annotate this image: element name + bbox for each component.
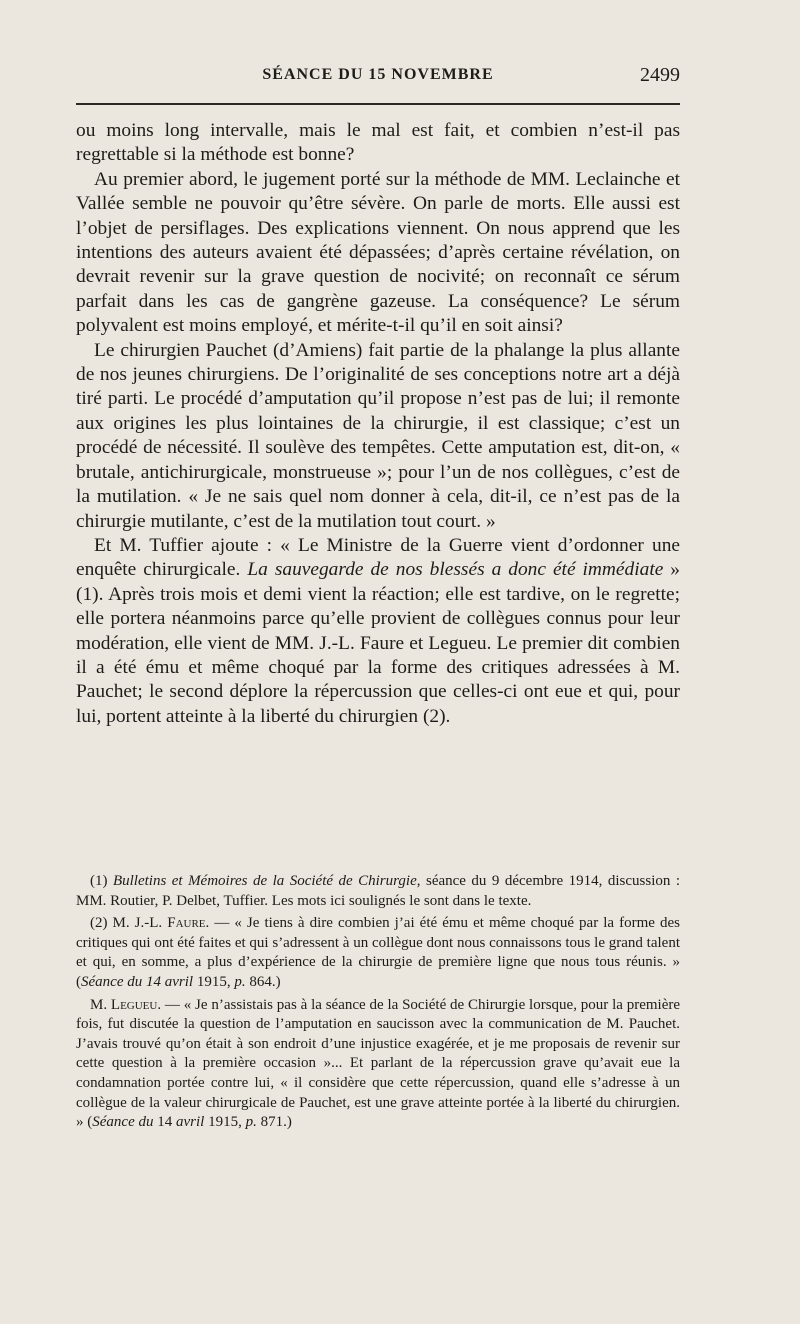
footnote-2-year: 1915, [193, 973, 235, 990]
footnote-3-author: Legueu [110, 996, 158, 1013]
footnote-3-end: 871.) [256, 1114, 292, 1131]
running-head [76, 64, 680, 92]
footnote-1 [76, 872, 680, 911]
footnote-3-prefix: M. [90, 996, 111, 1013]
footnote-2-author: Faure [167, 915, 206, 932]
footnote-3-ref: Séance du [92, 1114, 154, 1131]
footnote-3-month: avril [175, 1114, 205, 1131]
paragraph-4 [76, 534, 680, 729]
footnote-1-number: (1) [90, 873, 113, 889]
header-rule [76, 103, 680, 105]
paragraph-4-text-a: Et M. Tuffier ajoute : « Le Ministre de la Guerre vient d’ordonner une enquête chirurgicale. [76, 534, 680, 581]
footnote-2-ref: Séance du 14 avril [81, 973, 194, 990]
main-text [76, 119, 680, 729]
footnote-3-page-label: p. [245, 1114, 257, 1131]
footnote-2-text: . — « Je tiens à dire combien j’ai été ému et même choqué par la forme des critiques qui ont été faites et qui s’adressent à un collègue dont nous connaissons tous le grand talent et qui, en somme, a plus d’expérience de la chirurgie de première ligne que nous tous réunis. » ( [76, 915, 680, 990]
footnote-2 [76, 914, 680, 992]
footnote-2-number: (2) M. J.-L. [90, 915, 168, 932]
paragraph-2: Au premier abord, le jugement porté sur la méthode de MM. Leclainche et Vallée semble ne pouvoir qu’être sévère. On parle de morts. Elle aussi est l’objet de persiflages. Des explications viennent. On nous apprend que les intentions des auteurs avaient été dépassées; d’après certaine révélation, on devrait revenir sur la grave question de nocivité; on reconnaît ce sérum parfait dans les cas de gangrène gazeuse. La conséquence? Le sérum polyvalent est moins employé, et mérite-t-il qu’il en soit ainsi? [76, 168, 680, 337]
footnote-3-text: . — « Je n’assistais pas à la séance de la Société de Chirurgie lorsque, pour la première fois, fut discutée la question de l’amputation en saucisson avec la communication de M. Pauchet. J’avais trouvé qu’on était à son endroit d’une injustice exagérée, et je me proposais de revenir sur cette question à la première occasion »... Et parlant de la répercussion grave qu’avait eue la condamnation portée contre lui, « il considère que cette répercussion, quand elle s’adresse à un collègue de la valeur chirurgicale de Pauchet, est une grave atteinte portée à la liberté du chirurgien. » ( [76, 996, 681, 1131]
footnote-2-page-label: p. [234, 973, 246, 990]
footnote-1-source: Bulletins et Mémoires de la Société de Chirurgie [112, 873, 417, 889]
paragraph-4-emphasis: La sauvegarde de nos blessés a donc été immédiate [247, 559, 664, 581]
footnote-3-year: 1915, [204, 1114, 246, 1131]
footnote-1-text: , séance du 9 décembre 1914, discussion : MM. Routier, P. Delbet, Tuffier. Les mots ici soulignés le sont dans le texte. [76, 873, 680, 909]
running-title: SÉANCE DU 15 NOVEMBRE [262, 66, 494, 83]
paragraph-3: Le chirurgien Pauchet (d’Amiens) fait partie de la phalange la plus allante de nos jeunes chirurgiens. De l’originalité de ses conceptions notre art a déjà tiré parti. Le procédé d’amputation qu’il propose n’est pas de lui; il remonte aux origines les plus lointaines de la chirurgie, il est classique; c’est un procédé de nécessité. Il soulève des tempêtes. Cette amputation est, dit-on, « brutale, antichirurgicale, monstrueuse »; pour l’un de nos collègues, c’est de la mutilation. « Je ne sais quel nom donner à cela, dit-il, ce n’est pas de la chirurgie mutilante, c’est de la mutilation tout court. » [76, 339, 680, 532]
footnote-2-end: 864.) [245, 973, 281, 990]
footnote-3-day: 14 [153, 1114, 176, 1131]
paragraph-1: ou moins long intervalle, mais le mal est fait, et combien n’est-il pas regrettable si la méthode est bonne? [76, 120, 680, 166]
footnote-3 [76, 996, 680, 1133]
footnotes [76, 872, 680, 1136]
page-number: 2499 [640, 64, 680, 86]
paragraph-4-text-b: » (1). Après trois mois et demi vient la réaction; elle est tardive, on le regrette; elle portera néanmoins parce qu’elle provient de collègues connus pour leur modération, elle vient de MM. J.-L. Faure et Legueu. Le premier dit combien il a été ému et même choqué par la forme des critiques adressées à M. Pauchet; le second déplore la répercussion que celles-ci ont eue et qui, pour lui, portent atteinte à la liberté du chirurgien (2). [76, 559, 680, 727]
